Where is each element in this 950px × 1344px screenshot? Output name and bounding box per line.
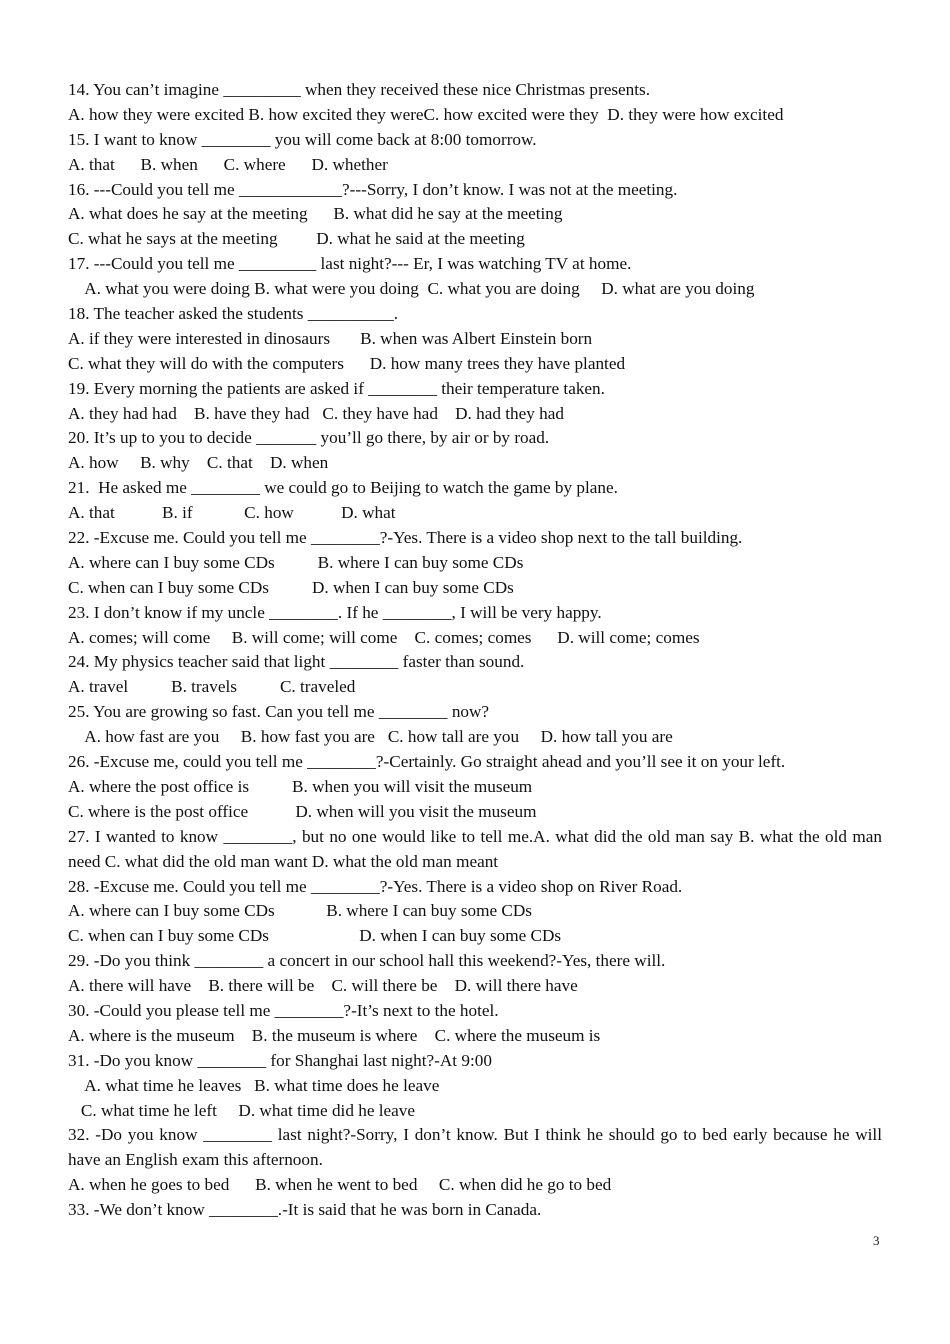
text-line: A. how fast are you B. how fast you are C. how tall are you D. how tall you are (68, 727, 673, 747)
text-line: A. there will have B. there will be C. will there be D. will there have (68, 976, 578, 996)
text-line: C. when can I buy some CDs D. when I can buy some CDs (68, 926, 562, 946)
text-line: 24. My physics teacher said that light ________ faster than sound. (68, 652, 525, 672)
question-32-paragraph: 32. -Do you know ________ last night?-Sorry, I don’t know. But I think he should go to bed early because he will have an English exam this afternoon. (68, 1125, 882, 1170)
text-line: 28. -Excuse me. Could you tell me ________?-Yes. There is a video shop on River Road. (68, 876, 683, 896)
text-line: 17. ---Could you tell me _________ last night?--- Er, I was watching TV at home. (68, 254, 632, 274)
text-line: A. comes; will come B. will come; will come C. comes; comes D. will come; comes (68, 627, 700, 647)
text-line: 31. -Do you know ________ for Shanghai last night?-At 9:00 (68, 1050, 492, 1070)
question-27-paragraph: 27. I wanted to know ________, but no one would like to tell me.A. what did the old man say B. what the old man need C. what did the old man want D. what the old man meant (68, 826, 882, 871)
text-line: C. what time he left D. what time did he leave (68, 1100, 415, 1120)
page-number: 3 (873, 1233, 880, 1248)
text-line: C. what he says at the meeting D. what he said at the meeting (68, 229, 525, 249)
text-line: 15. I want to know ________ you will come back at 8:00 tomorrow. (68, 129, 537, 149)
text-line: 25. You are growing so fast. Can you tell me ________ now? (68, 702, 490, 722)
text-line: A. travel B. travels C. traveled (68, 677, 356, 697)
text-line: 23. I don’t know if my uncle ________. If he ________, I will be very happy. (68, 602, 602, 622)
text-line: A. what you were doing B. what were you doing C. what you are doing D. what are you doing (68, 279, 755, 299)
text-line: 33. -We don’t know ________.-It is said that he was born in Canada. (68, 1200, 542, 1220)
text-line: 14. You can’t imagine _________ when they received these nice Christmas presents. (68, 80, 651, 99)
text-line: A. that B. when C. where D. whether (68, 154, 388, 174)
text-line: 20. It’s up to you to decide _______ you’ll go there, by air or by road. (68, 428, 550, 448)
text-line: C. when can I buy some CDs D. when I can buy some CDs (68, 577, 514, 597)
document-page (68, 78, 882, 1223)
text-line: A. where is the museum B. the museum is where C. where the museum is (68, 1025, 601, 1045)
text-line: 22. -Excuse me. Could you tell me ________?-Yes. There is a video shop next to the tall building. (68, 528, 743, 548)
text-line: A. where can I buy some CDs B. where I can buy some CDs (68, 901, 532, 921)
text-line: A. where can I buy some CDs B. where I can buy some CDs (68, 552, 524, 572)
text-line: 30. -Could you please tell me ________?-It’s next to the hotel. (68, 1000, 499, 1020)
text-line: C. where is the post office D. when will you visit the museum (68, 801, 537, 821)
text-line: A. where the post office is B. when you will visit the museum (68, 776, 533, 796)
text-line: A. if they were interested in dinosaurs B. when was Albert Einstein born (68, 328, 593, 348)
text-line: A. what time he leaves B. what time does he leave (68, 1075, 440, 1095)
text-line: A. when he goes to bed B. when he went to bed C. when did he go to bed (68, 1175, 612, 1195)
text-line: A. what does he say at the meeting B. what did he say at the meeting (68, 204, 563, 224)
text-line: 26. -Excuse me, could you tell me ________?-Certainly. Go straight ahead and you’ll see it on your left. (68, 752, 786, 772)
text-line: A. they had had B. have they had C. they have had D. had they had (68, 403, 564, 423)
text-line: A. how B. why C. that D. when (68, 453, 329, 473)
text-line: A. that B. if C. how D. what (68, 503, 396, 523)
text-line: A. how they were excited B. how excited they wereC. how excited were they D. they were how excited (68, 104, 784, 124)
text-line: 29. -Do you think ________ a concert in our school hall this weekend?-Yes, there will. (68, 951, 666, 971)
text-line: C. what they will do with the computers D. how many trees they have planted (68, 353, 626, 373)
text-line: 19. Every morning the patients are asked if ________ their temperature taken. (68, 378, 605, 398)
text-line: 18. The teacher asked the students __________. (68, 304, 398, 324)
text-line: 16. ---Could you tell me ____________?---Sorry, I don’t know. I was not at the meeting. (68, 179, 678, 199)
text-line: 21. He asked me ________ we could go to Beijing to watch the game by plane. (68, 478, 618, 498)
